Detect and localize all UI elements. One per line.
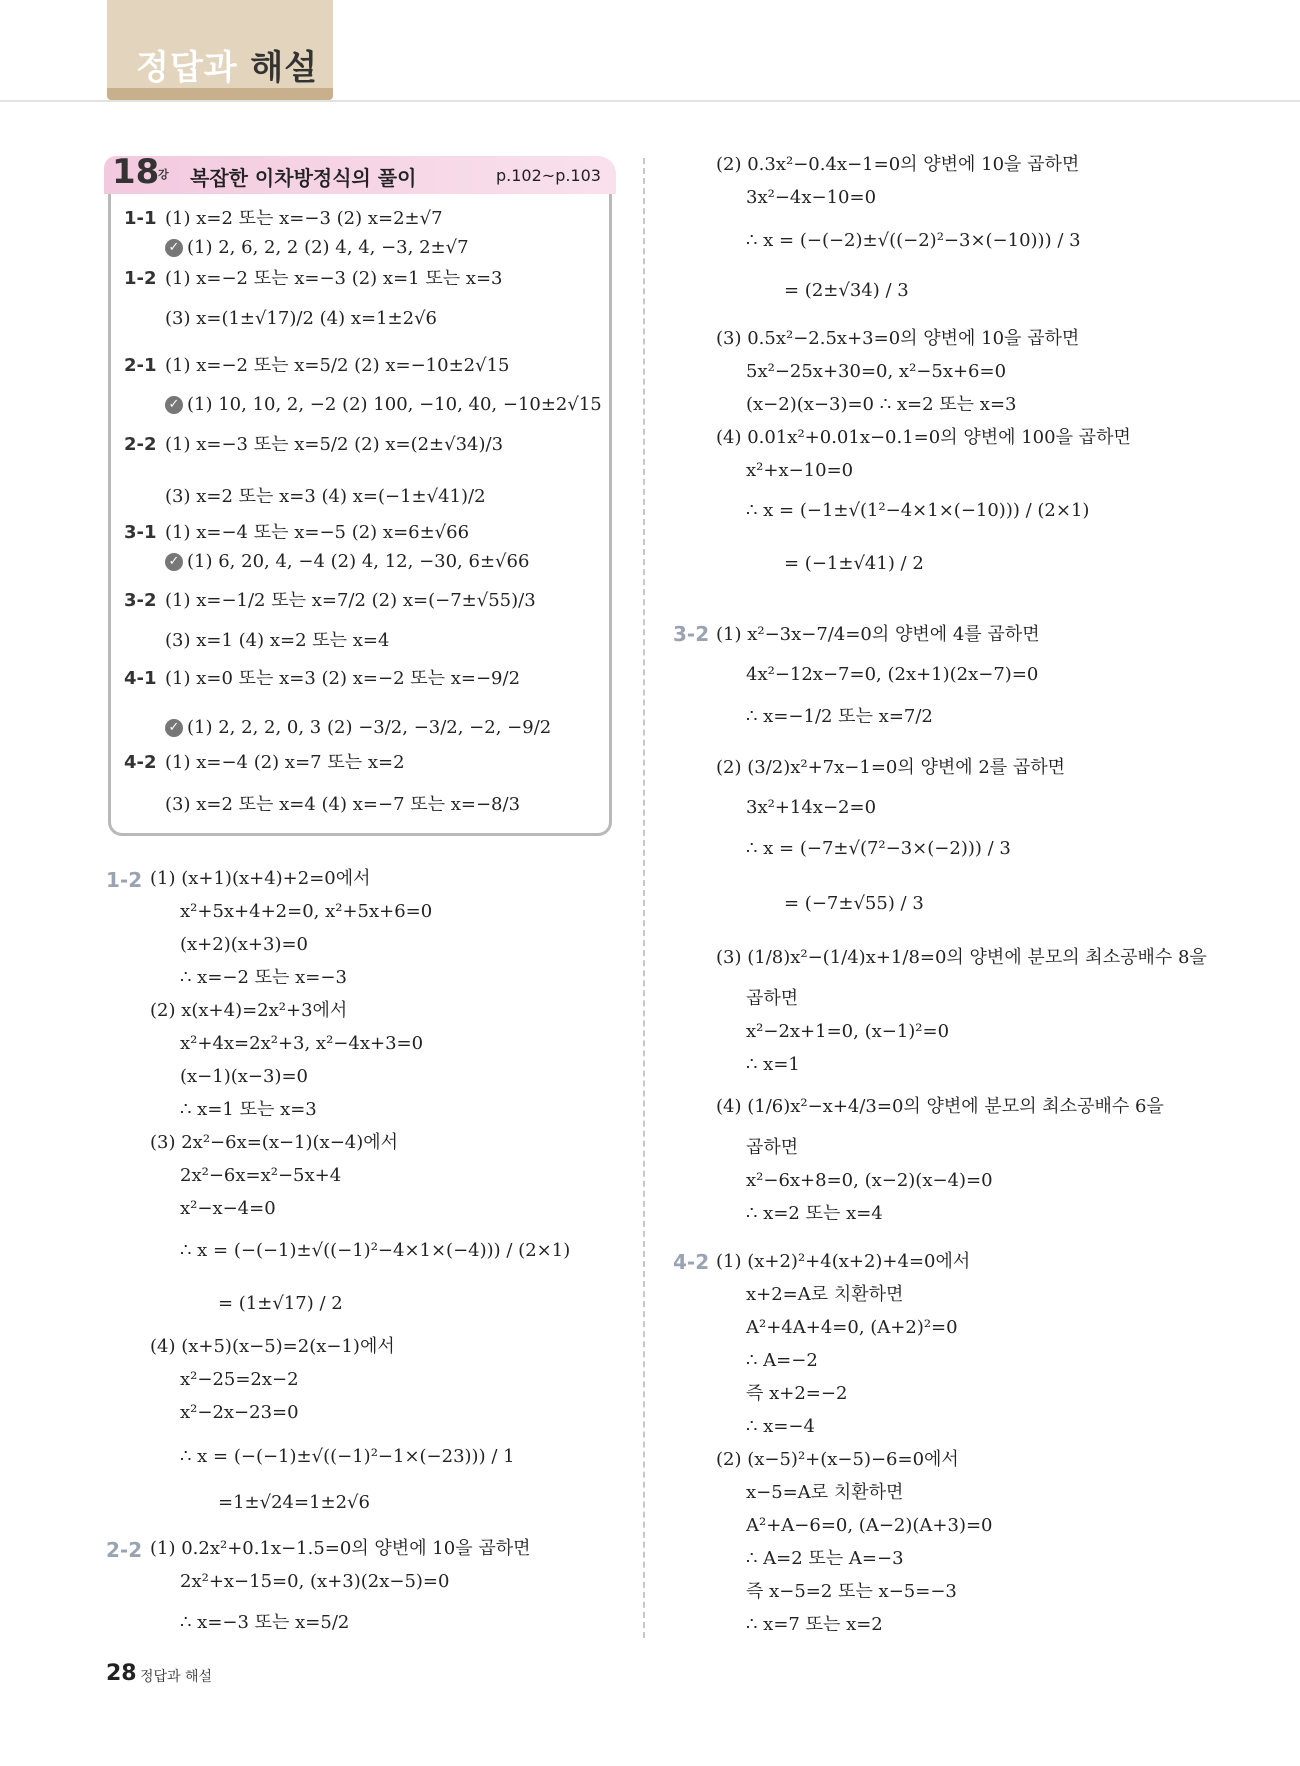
section-label: 4-2 — [673, 1250, 710, 1274]
solution-line: x²−6x+8=0, (x−2)(x−4)=0 — [746, 1170, 993, 1191]
solution-line: = (2±√34) / 3 — [784, 280, 909, 301]
solution-line: (2) (3/2)x²+7x−1=0의 양변에 2를 곱하면 — [716, 757, 1066, 778]
header-rule — [0, 100, 1300, 102]
solution-line: x²−25=2x−2 — [180, 1369, 299, 1390]
answer-line: (3) x=(1±√17)/2 (4) x=1±2√6 — [165, 308, 438, 329]
solution-line: (2) 0.3x²−0.4x−1=0의 양변에 10을 곱하면 — [716, 154, 1080, 175]
answer-line: (1) x=−1/2 또는 x=7/2 (2) x=(−7±√55)/3 — [165, 590, 536, 611]
answer-line: (1) x=−4 (2) x=7 또는 x=2 — [165, 752, 405, 773]
answer-label: 2-1 — [124, 355, 157, 376]
solution-line: x−5=A로 치환하면 — [746, 1482, 904, 1503]
solution-line: A²+A−6=0, (A−2)(A+3)=0 — [746, 1515, 993, 1536]
solution-line: ∴ x=−2 또는 x=−3 — [180, 967, 347, 988]
check-icon: ✓ — [165, 553, 183, 571]
answer-line: (1) 2, 6, 2, 2 (2) 4, 4, −3, 2±√7 — [187, 237, 469, 258]
solution-line: =1±√24=1±2√6 — [218, 1492, 370, 1513]
solution-line: ∴ x = (−(−1)±√((−1)²−1×(−23))) / 1 — [180, 1446, 515, 1467]
solution-line: (3) (1/8)x²−(1/4)x+1/8=0의 양변에 분모의 최소공배수 8을 — [716, 947, 1207, 968]
solution-line: 3x²−4x−10=0 — [746, 187, 877, 208]
solution-line: x+2=A로 치환하면 — [746, 1284, 904, 1305]
answer-line: (1) x=0 또는 x=3 (2) x=−2 또는 x=−9/2 — [165, 668, 521, 689]
solution-line: (x−2)(x−3)=0 ∴ x=2 또는 x=3 — [746, 394, 1017, 415]
solution-line: = (1±√17) / 2 — [218, 1293, 343, 1314]
lesson-pages: p.102~p.103 — [496, 166, 601, 185]
solution-line: ∴ x = (−1±√(1²−4×1×(−10))) / (2×1) — [746, 500, 1090, 521]
answer-line: (1) x=2 또는 x=−3 (2) x=2±√7 — [165, 208, 443, 229]
answer-line: (3) x=1 (4) x=2 또는 x=4 — [165, 630, 390, 651]
answer-label: 1-2 — [124, 268, 157, 289]
solution-line: 곱하면 — [746, 988, 799, 1009]
solution-line: ∴ x=2 또는 x=4 — [746, 1203, 883, 1224]
solution-line: 3x²+14x−2=0 — [746, 797, 877, 818]
solution-line: (3) 2x²−6x=(x−1)(x−4)에서 — [150, 1132, 399, 1153]
answer-line: (1) x=−4 또는 x=−5 (2) x=6±√66 — [165, 522, 470, 543]
solution-line: 곱하면 — [746, 1137, 799, 1158]
solution-line: (3) 0.5x²−2.5x+3=0의 양변에 10을 곱하면 — [716, 328, 1080, 349]
solution-line: (2) (x−5)²+(x−5)−6=0에서 — [716, 1449, 959, 1470]
solution-line: x²−x−4=0 — [180, 1198, 276, 1219]
solution-line: 즉 x−5=2 또는 x−5=−3 — [746, 1581, 957, 1602]
solution-line: = (−1±√41) / 2 — [784, 553, 924, 574]
check-icon: ✓ — [165, 239, 183, 257]
answer-line: (3) x=2 또는 x=4 (4) x=−7 또는 x=−8/3 — [165, 794, 521, 815]
solution-line: (x−1)(x−3)=0 — [180, 1066, 308, 1087]
solution-line: = (−7±√55) / 3 — [784, 893, 924, 914]
check-icon: ✓ — [165, 719, 183, 737]
solution-line: ∴ x=−4 — [746, 1416, 815, 1437]
solution-line: ∴ A=2 또는 A=−3 — [746, 1548, 904, 1569]
solution-line: (1) 0.2x²+0.1x−1.5=0의 양변에 10을 곱하면 — [150, 1538, 531, 1559]
solution-line: x²+x−10=0 — [746, 460, 854, 481]
solution-line: ∴ x = (−7±√(7²−3×(−2))) / 3 — [746, 838, 1011, 859]
solution-line: ∴ x=−1/2 또는 x=7/2 — [746, 706, 933, 727]
solution-line: ∴ x=1 또는 x=3 — [180, 1099, 317, 1120]
solution-line: 2x²−6x=x²−5x+4 — [180, 1165, 342, 1186]
page-title-part1: 정답과 — [136, 48, 238, 88]
solution-line: x²+4x=2x²+3, x²−4x+3=0 — [180, 1033, 424, 1054]
answer-line: (1) 6, 20, 4, −4 (2) 4, 12, −30, 6±√66 — [187, 551, 530, 572]
lesson-number: 18 — [112, 152, 160, 192]
answer-label: 2-2 — [124, 434, 157, 455]
solution-line: (1) (x+2)²+4(x+2)+4=0에서 — [716, 1251, 971, 1272]
section-label: 1-2 — [106, 868, 143, 892]
solution-line: 4x²−12x−7=0, (2x+1)(2x−7)=0 — [746, 664, 1039, 685]
answer-label: 3-2 — [124, 590, 157, 611]
solution-line: A²+4A+4=0, (A+2)²=0 — [746, 1317, 958, 1338]
answer-label: 1-1 — [124, 208, 157, 229]
answer-line: (1) x=−2 또는 x=−3 (2) x=1 또는 x=3 — [165, 268, 503, 289]
footer-label: 정답과 해설 — [140, 1669, 213, 1685]
answer-line: (1) x=−2 또는 x=5/2 (2) x=−10±2√15 — [165, 355, 510, 376]
answer-label: 3-1 — [124, 522, 157, 543]
answer-line: (3) x=2 또는 x=3 (4) x=(−1±√41)/2 — [165, 486, 486, 507]
solution-line: x²−2x+1=0, (x−1)²=0 — [746, 1021, 950, 1042]
solution-line: 즉 x+2=−2 — [746, 1383, 848, 1404]
solution-line: (x+2)(x+3)=0 — [180, 934, 308, 955]
solution-line: (1) (x+1)(x+4)+2=0에서 — [150, 868, 371, 889]
answer-label: 4-1 — [124, 668, 157, 689]
section-label: 3-2 — [673, 622, 710, 646]
solution-line: (4) (x+5)(x−5)=2(x−1)에서 — [150, 1336, 395, 1357]
solution-line: 2x²+x−15=0, (x+3)(2x−5)=0 — [180, 1571, 450, 1592]
solution-line: (1) x²−3x−7/4=0의 양변에 4를 곱하면 — [716, 624, 1040, 645]
solution-line: x²+5x+4+2=0, x²+5x+6=0 — [180, 901, 433, 922]
lesson-gang: 강 — [158, 168, 169, 181]
page-title-part2: 해설 — [250, 48, 319, 88]
solution-line: 5x²−25x+30=0, x²−5x+6=0 — [746, 361, 1007, 382]
answer-line: (1) 10, 10, 2, −2 (2) 100, −10, 40, −10±2√15 — [187, 394, 602, 415]
lesson-title: 복잡한 이차방정식의 풀이 — [190, 166, 417, 190]
solution-line: x²−2x−23=0 — [180, 1402, 299, 1423]
answer-line: (1) 2, 2, 2, 0, 3 (2) −3/2, −3/2, −2, −9/2 — [187, 717, 552, 738]
solution-line: ∴ x=1 — [746, 1054, 800, 1075]
solution-line: (2) x(x+4)=2x²+3에서 — [150, 1000, 348, 1021]
page-number: 28 — [106, 1661, 137, 1686]
solution-line: ∴ x = (−(−2)±√((−2)²−3×(−10))) / 3 — [746, 230, 1081, 251]
answer-line: (1) x=−3 또는 x=5/2 (2) x=(2±√34)/3 — [165, 434, 504, 455]
check-icon: ✓ — [165, 396, 183, 414]
answer-label: 4-2 — [124, 752, 157, 773]
solution-line: ∴ x = (−(−1)±√((−1)²−4×1×(−4))) / (2×1) — [180, 1240, 571, 1261]
column-divider — [643, 158, 645, 1638]
solution-line: ∴ x=7 또는 x=2 — [746, 1614, 883, 1635]
solution-line: ∴ x=−3 또는 x=5/2 — [180, 1612, 350, 1633]
solution-line: ∴ A=−2 — [746, 1350, 818, 1371]
solution-line: (4) 0.01x²+0.01x−0.1=0의 양변에 100을 곱하면 — [716, 427, 1131, 448]
section-label: 2-2 — [106, 1538, 143, 1562]
solution-line: (4) (1/6)x²−x+4/3=0의 양변에 분모의 최소공배수 6을 — [716, 1096, 1164, 1117]
page-title — [136, 40, 318, 89]
